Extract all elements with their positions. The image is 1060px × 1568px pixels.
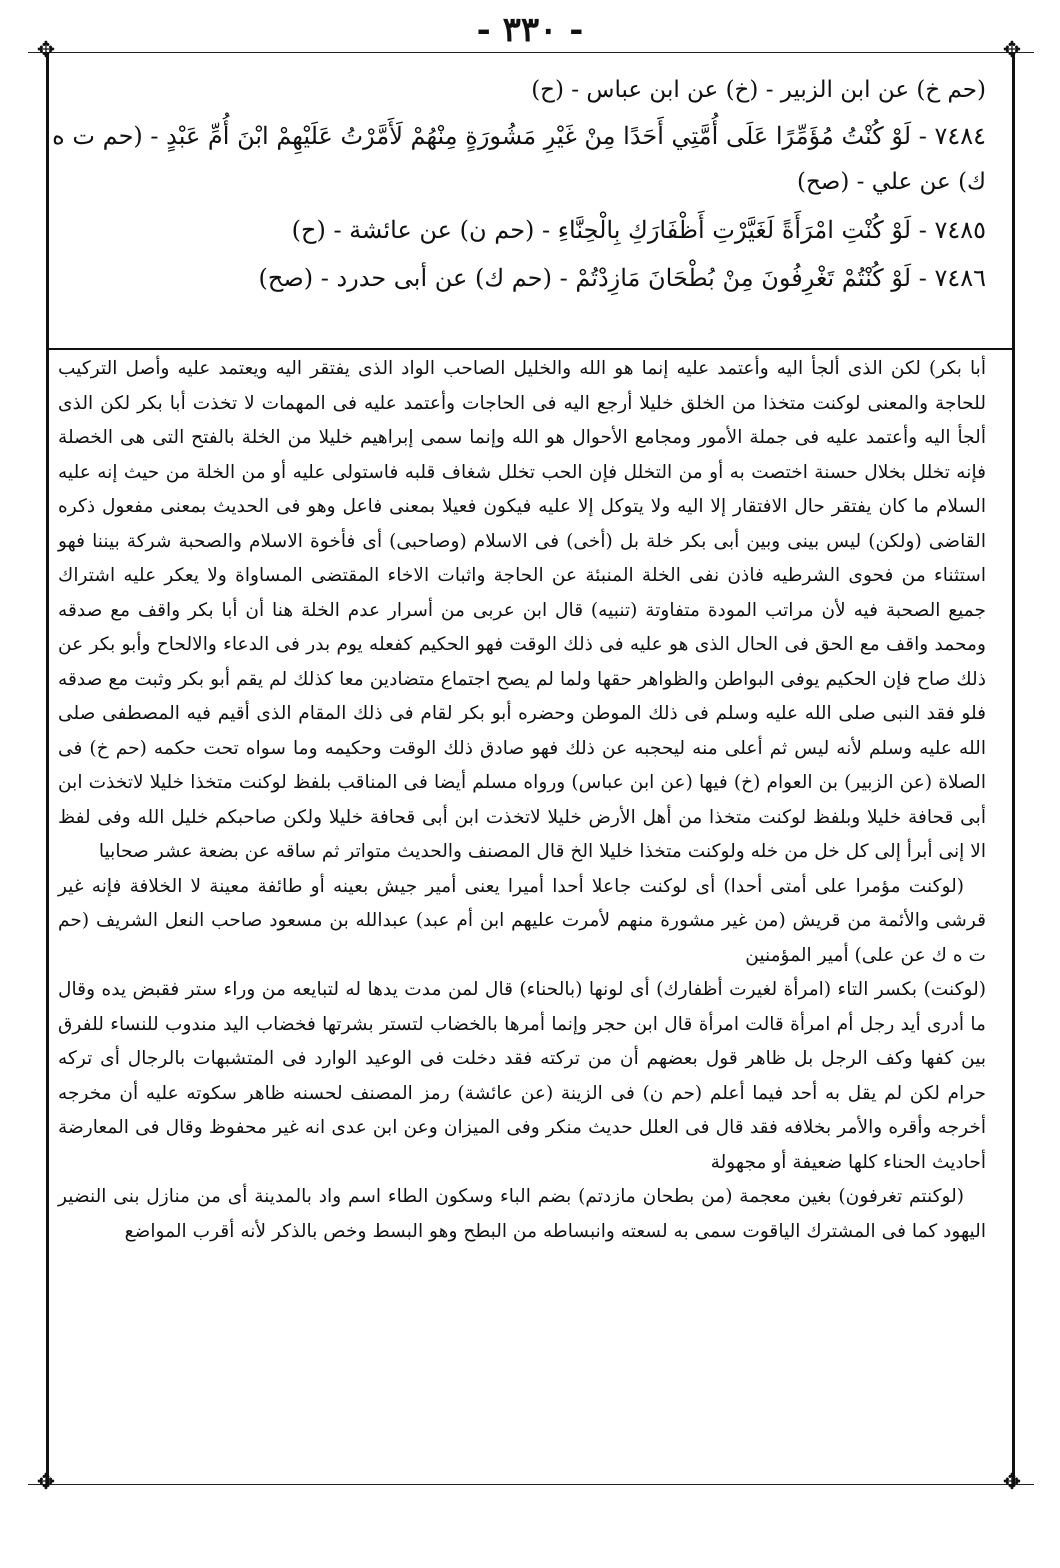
corner-ornament-icon: ✥ [1002, 38, 1022, 63]
hadith-line: ٧٤٨٦ - لَوْ كُنْتُمْ تَغْرِفُونَ مِنْ بُطْحَانَ مَازِدْتُمْ - (حم ك) عن أبى حدرد - (صح) [258, 264, 986, 292]
hadith-line: ٧٤٨٤ - لَوْ كُنْتُ مُؤَمِّرًا عَلَى أُمَّتِي أَحَدًا مِنْ غَيْرِ مَشُورَةٍ مِنْهُمْ لَأَمَّرْتُ عَلَيْهِمْ ابْنَ أُمِّ عَبْدٍ - (حم ت ه [52, 122, 986, 150]
corner-ornament-icon: ✥ [36, 1470, 56, 1495]
commentary-paragraph: (لوكنتم تغرفون) بغين معجمة (من بطحان مازدتم) بضم الباء وسكون الطاء اسم واد بالمدينة أى من منازل بنى النضير اليهود كما فى المشترك الياقوت سمى به لسعته وانبساطه من البطح وهو البسط وخص بالذكر لأنه أقرب المواضع [58, 1186, 986, 1242]
top-border-line [28, 52, 1034, 53]
right-border-line [1012, 52, 1015, 1484]
commentary-paragraph: (لوكنت مؤمرا على أمتى أحدا) أى لوكنت جاعلا أحدا أميرا يعنى أمير جيش بعينه أو طائفة معينة لا الخلافة فإنه غير قرشى والأئمة من قريش (من غير مشورة منهم لأمرت عليهم ابن أم عبد) عبدالله بن مسعود صاحب النعل الشريف (حم ت ه ك عن على) أمير المؤمنين [58, 875, 986, 966]
hadith-line: (حم خ) عن ابن الزبير - (خ) عن ابن عباس - (ح) [531, 77, 986, 103]
page-number: - ٣٣٠ - [476, 10, 584, 50]
commentary-paragraph: (لوكنت) بكسر التاء (امرأة لغيرت أظفارك) أى لونها (بالحناء) قال لمن مدت يدها له لتبايعه من وراء ستر فقبض يده وقال ما أدرى أيد رجل أم امرأة قالت امرأة قال ابن حجر وإنما أمرها بالخضاب لتستر بشرتها فخضاب اليد مندوب للنساء للفرق بين كفها وكف الرجل بل ظاهر قول بعضهم أن من تركته فقد دخلت فى الوعيد الوارد فى المتشبهات بالرجال أى تركه حرام لكن لم يقل به أحد فيما أعلم (حم ن) فى الزينة (عن عائشة) رمز المصنف لحسنه ظاهر سكوته عليه أن مخرجه أخرجه وأقره والأمر بخلافه فقد قال فى العلل حديث منكر وفى الميزان وعن ابن عدى انه غير محفوظ وقال فى المعارضة أحاديث الحناء كلها ضعيفة أو مجهولة [58, 979, 986, 1173]
bottom-border-line [28, 1484, 1034, 1485]
corner-ornament-icon: ✥ [1002, 1470, 1022, 1495]
left-border-line [46, 52, 49, 1484]
commentary-paragraph: أبا بكر) لكن الذى ألجأ اليه وأعتمد عليه إنما هو الله والخليل الصاحب الواد الذى يفتقر اليه ويعتمد عليه وأصل التركيب للحاجة والمعنى لوكنت متخذا من الخلق خليلا أرجع اليه فى الحاجات وأعتمد عليه فى المهمات لا تخذت أبا بكر لكن الذى ألجأ اليه وأعتمد عليه فى جملة الأمور ومجامع الأحوال هو الله وإنما سمى إبراهيم خليلا من الخلة بالفتح التى هى الخصلة فإنه تخلل بخلال حسنة اختصت به أو من التخلل فإن الحب تخلل شغاف قلبه فاستولى عليه أو من الخلة من حيث إنه عليه السلام ما كان يفتقر حال الافتقار إلا اليه ولا يتوكل إلا عليه فيكون فعيلا بمعنى فاعل وهو فى الحديث بمعنى مفعول ذكره القاضى (ولكن) ليس بينى وبين أبى بكر خلة بل (أخى) فى الاسلام (وصاحبى) أى فأخوة الاسلام والصحبة شركة بيننا فهو استثناء من فحوى الشرطيه فاذن نفى الخلة المنبئة عن الحاجة واثبات الاخاء المقتضى المساواة ولا يعكر عليه اشتراك جميع الصحبة فيه لأن مراتب المودة متفاوتة (تنبيه) قال ابن عربى من أسرار عدم الخلة هنا أن أبا بكر واقف مع صدقه ومحمد واقف مع الحق فى الحال الذى هو عليه فى ذلك الوقت فهو الحكيم كفعله يوم بدر فى الدعاء والالحاح وأبو بكر عن ذلك صاح فإن الحكيم يوفى البواطن والظواهر حقها ولما لم يصح اجتماع متضادين معا كذلك لم يقم أبو بكر وثبت مع صدقه فلو فقد النبى صلى الله عليه وسلم فى ذلك الموطن وحضره أبو بكر لقام فى ذلك المقام الذى أقيم فيه المصطفى صلى الله عليه وسلم لأنه ليس ثم أعلى منه ليحجبه عن ذلك فهو صادق ذلك الوقت وحكيمه وما سواه تحت حكمه (حم خ) فى الصلاة (عن الزبير) بن العوام (خ) فيها (عن ابن عباس) ورواه مسلم أيضا فى المناقب بلفظ لوكنت متخذا خليلا لاتخذت ابن أبى قحافة خليلا وبلفظ لوكنت متخذا من أهل الأرض خليلا لاتخذت ابن أبى قحافة خليلا ولكن صاحبكم خليل الله وفى لفظ الا إنى أبرأ إلى كل خل من خله ولوكنت متخذا خليلا الخ قال المصنف والحديث متواتر ثم ساقه عن بضعة عشر صحابيا [58, 358, 986, 862]
hadith-line: ك) عن علي - (صح) [796, 169, 986, 195]
corner-ornament-icon: ✥ [36, 38, 56, 63]
commentary-block [58, 352, 986, 1249]
hadith-text-block [52, 68, 986, 302]
section-divider [46, 348, 1014, 350]
hadith-line: ٧٤٨٥ - لَوْ كُنْتِ امْرَأَةً لَغَيَّرْتِ أَظْفَارَكِ بِالْحِنَّاءِ - (حم ن) عن عائشة - (ح) [291, 216, 986, 244]
